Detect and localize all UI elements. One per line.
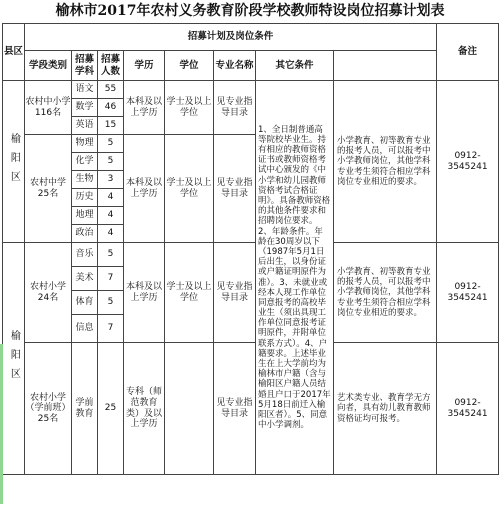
major-cell: 见专业指导目录: [214, 243, 256, 343]
header-major: 专业名称: [214, 51, 256, 81]
header-education: 学历: [124, 51, 165, 81]
degree-cell: 学士及以上学位: [165, 243, 214, 343]
contact-cell: 0912-3545241: [437, 81, 499, 243]
subject-cell: 语文: [72, 81, 98, 99]
header-county: 县区: [3, 24, 25, 81]
page-title: 榆林市2017年农村义务教育阶段学校教师特设岗位招募计划表: [55, 3, 445, 19]
education-cell: 本科及以上学历: [124, 81, 165, 135]
county-cell: 榆阳区: [3, 81, 25, 243]
subject-cell: 地理: [72, 207, 98, 225]
subject-cell: 数学: [72, 99, 98, 117]
note-cell: 小学教育、初等教育专业的报考人员，可以报考中小学教师岗位，其他学科专业考生须符合相应学科岗位专业相近的要求。: [334, 81, 437, 243]
count-cell: 4: [98, 189, 124, 207]
school-type: 农村中小学116名: [25, 81, 72, 135]
education-cell: 本科及以上学历: [124, 135, 165, 243]
header-other: 其它条件: [256, 51, 334, 81]
recruitment-table: [2, 23, 499, 475]
subject-cell: 生物: [72, 171, 98, 189]
header-note: 备注: [437, 24, 499, 81]
count-cell: 4: [98, 225, 124, 243]
contact-cell: 0912-3545241: [437, 243, 499, 343]
subject-cell: 历史: [72, 189, 98, 207]
other-conditions: 1、全日制普通高等院校毕业生。持有相应的教师资格证书或教师资格考试中心颁发的《中小学和幼儿园教师资格考试合格证明》。具备教师资格的其他条件要求和招聘岗位要求。2、年龄条件。年龄在30周岁以下（1987年5月1日后出生，以身份证或户籍证明原件为准）。3、未就业或经本人现工作单位同意报考的高校毕业生（须出具现工作单位同意报考证明原件，并附单位联系方式）。4、户籍要求。上述毕业生在上大学前均为榆林市户籍（含与榆阳区户籍人员结婚且户口于2017年5月18日前迁入榆阳区者）。5、同意中小学调剂。: [256, 81, 334, 475]
count-cell: 15: [98, 117, 124, 135]
count-cell: 3: [98, 171, 124, 189]
header-school-type: 学段类别: [25, 51, 72, 81]
subject-cell: 物理: [72, 135, 98, 153]
count-cell: 5: [98, 243, 124, 267]
major-cell: 见专业指导目录: [214, 135, 256, 243]
major-cell: 见专业指导目录: [214, 343, 256, 475]
count-cell: 5: [98, 135, 124, 153]
count-cell: 5: [98, 291, 124, 315]
contact-cell: 0912-3545241: [437, 343, 499, 475]
subject-cell: 学前教育: [72, 343, 98, 475]
school-type: 农村中学25名: [25, 135, 72, 243]
subject-cell: 音乐: [72, 243, 98, 267]
subject-cell: 英语: [72, 117, 98, 135]
subject-cell: 化学: [72, 153, 98, 171]
education-cell: 专科（师范教育类）及以上学历: [124, 343, 165, 475]
header-subject: 招募学科: [72, 51, 98, 81]
count-cell: 55: [98, 81, 124, 99]
count-cell: 7: [98, 315, 124, 343]
header-count: 招募人数: [98, 51, 124, 81]
school-type: 农村小学24名: [25, 243, 72, 343]
education-cell: 本科及以上学历: [124, 243, 165, 343]
subject-cell: 政治: [72, 225, 98, 243]
degree-cell: [165, 343, 214, 475]
side-highlight-bar: [0, 344, 3, 504]
school-type: 农村小学（学前班）25名: [25, 343, 72, 475]
note-cell: 艺术类专业、教育学无方向者，具有幼儿教育教师资格证均可报考。: [334, 343, 437, 475]
county-cell: 榆阳区: [3, 243, 25, 475]
note-cell: 小学教育、初等教育专业的报考人员，可以报考中小学教师岗位，其他学科专业考生须符合相应学科岗位专业相近的要求。: [334, 243, 437, 343]
count-cell: 46: [98, 99, 124, 117]
degree-cell: 学士及以上学位: [165, 81, 214, 135]
subject-cell: 信息: [72, 315, 98, 343]
subject-cell: 体育: [72, 291, 98, 315]
header-degree: 学位: [165, 51, 214, 81]
header-group: 招募计划及岗位条件: [25, 24, 437, 51]
count-cell: 25: [98, 343, 124, 475]
degree-cell: 学士及以上学位: [165, 135, 214, 243]
major-cell: 见专业指导目录: [214, 81, 256, 135]
subject-cell: 美术: [72, 267, 98, 291]
count-cell: 7: [98, 267, 124, 291]
count-cell: 4: [98, 207, 124, 225]
count-cell: 5: [98, 153, 124, 171]
